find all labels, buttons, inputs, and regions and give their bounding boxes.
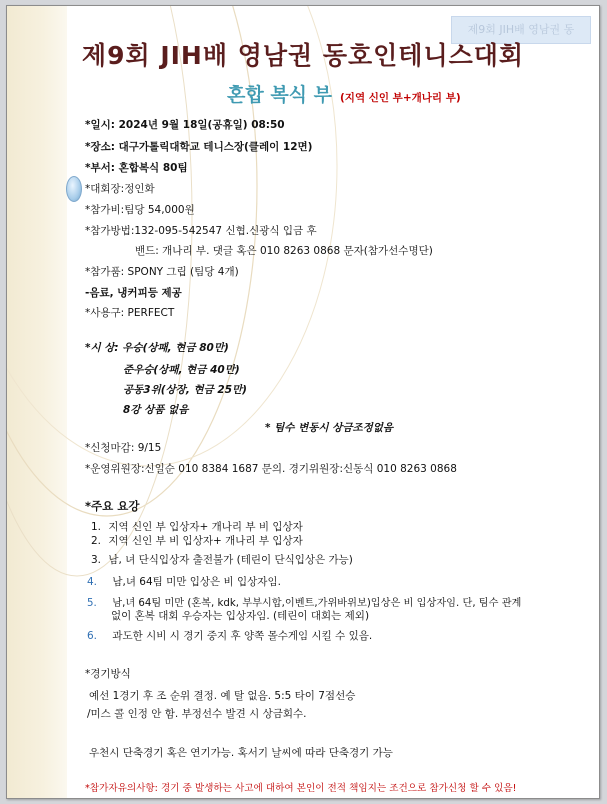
match-line-1: 예선 1경기 후 조 순위 결정. 예 탈 없음. 5:5 타이 7점선승 bbox=[89, 690, 356, 702]
page-title: 제9회 JIH배 영남권 동호인테니스대회 bbox=[81, 41, 525, 70]
document-page bbox=[6, 5, 600, 799]
info-chair: *대회장:정인화 bbox=[85, 183, 155, 195]
info-gift: *참가품: SPONY 그립 (팀당 4개) bbox=[85, 266, 239, 278]
rule-number: 3. bbox=[91, 554, 102, 566]
rule-item bbox=[91, 519, 303, 534]
award-fourth: 8강 상품 없음 bbox=[123, 404, 189, 416]
rules-heading: *주요 요강 bbox=[85, 499, 140, 513]
rule-text: 지역 신인 부 입상자+ 개나리 부 비 입상자 bbox=[108, 521, 303, 533]
rule-number: 5. bbox=[87, 598, 97, 609]
rule-text: 과도한 시비 시 경기 중지 후 양쪽 몰수게임 시킬 수 있음. bbox=[112, 630, 373, 642]
deadline: *신청마감: 9/15 bbox=[85, 442, 162, 454]
rule-item bbox=[87, 574, 281, 589]
rule-item-continuation: 없이 혼복 대회 우승자는 입상자임. (테린이 대회는 제외) bbox=[111, 610, 370, 622]
rule-text: 남,녀 64팀 미만 (혼복, kdk, 부부시합,이벤트,가위바위보)입상은 비 입상자임. 단, 팀수 관계 bbox=[112, 598, 522, 609]
rule-text: 지역 신인 부 비 입상자+ 개나리 부 입상자 bbox=[108, 535, 303, 547]
rule-item bbox=[91, 552, 353, 567]
award-second: 준우승(상패, 현금 40만) bbox=[123, 364, 240, 376]
award-third: 공동3위(상장, 현금 25만) bbox=[123, 384, 247, 396]
rule-text: 남, 녀 단식입상자 출전불가 (테린이 단식입상은 가능) bbox=[108, 554, 353, 566]
info-date: *일시: 2024년 9월 18일(공휴일) 08:50 bbox=[85, 119, 285, 131]
info-method-cont: 밴드: 개나리 부. 댓글 혹은 010 8263 0868 문자(참가선수명단) bbox=[135, 245, 433, 257]
oval-ornament bbox=[66, 176, 82, 202]
match-line-2: /미스 콜 인정 안 함. 부정선수 발견 시 상금회수. bbox=[87, 708, 307, 720]
rule-text: 남,녀 64팀 미만 입상은 비 입상자임. bbox=[112, 576, 281, 588]
rule-item bbox=[87, 594, 521, 609]
rule-item bbox=[91, 533, 303, 548]
info-fee: *참가비:팀당 54,000원 bbox=[85, 204, 195, 216]
header-watermark: 제9회 JIH배 영남권 동 bbox=[451, 16, 591, 44]
rule-item bbox=[87, 628, 372, 643]
rule-number: 2. bbox=[91, 535, 102, 547]
info-method: *참가방법:132-095-542547 신협.신광식 입금 후 bbox=[85, 225, 317, 237]
rule-number: 6. bbox=[87, 630, 98, 642]
subtitle-note: (지역 신인 부+개나리 부) bbox=[340, 92, 461, 104]
info-venue: *장소: 대구가톨릭대학교 테니스장(클레이 12면) bbox=[85, 141, 313, 153]
award-first: *시 상: 우승(상패, 현금 80만) bbox=[85, 342, 229, 354]
info-drinks: -음료, 냉커피등 제공 bbox=[85, 287, 182, 299]
contacts: *운영위원장:신일순 010 8384 1687 문의. 경기위원장:신동식 010 8263 0868 bbox=[85, 463, 457, 475]
match-heading: *경기방식 bbox=[85, 668, 131, 680]
award-note: * 팀수 변동시 상금조정없음 bbox=[265, 422, 394, 434]
footer-notice: *참가자유의사항: 경기 중 발생하는 사고에 대하여 본인이 전적 책임지는 조건으로 참가신청 할 수 있음! bbox=[85, 783, 517, 794]
rule-number: 1. bbox=[91, 521, 102, 533]
page-subtitle: 혼합 복식 부 bbox=[227, 84, 332, 106]
info-division: *부서: 혼합복식 80팀 bbox=[85, 162, 188, 174]
left-decorative-band bbox=[7, 6, 67, 798]
info-ball: *사용구: PERFECT bbox=[85, 307, 175, 319]
match-line-3: 우천시 단축경기 혹은 연기가능. 혹서기 날씨에 따라 단축경기 가능 bbox=[89, 747, 393, 759]
rule-number: 4. bbox=[87, 576, 98, 588]
